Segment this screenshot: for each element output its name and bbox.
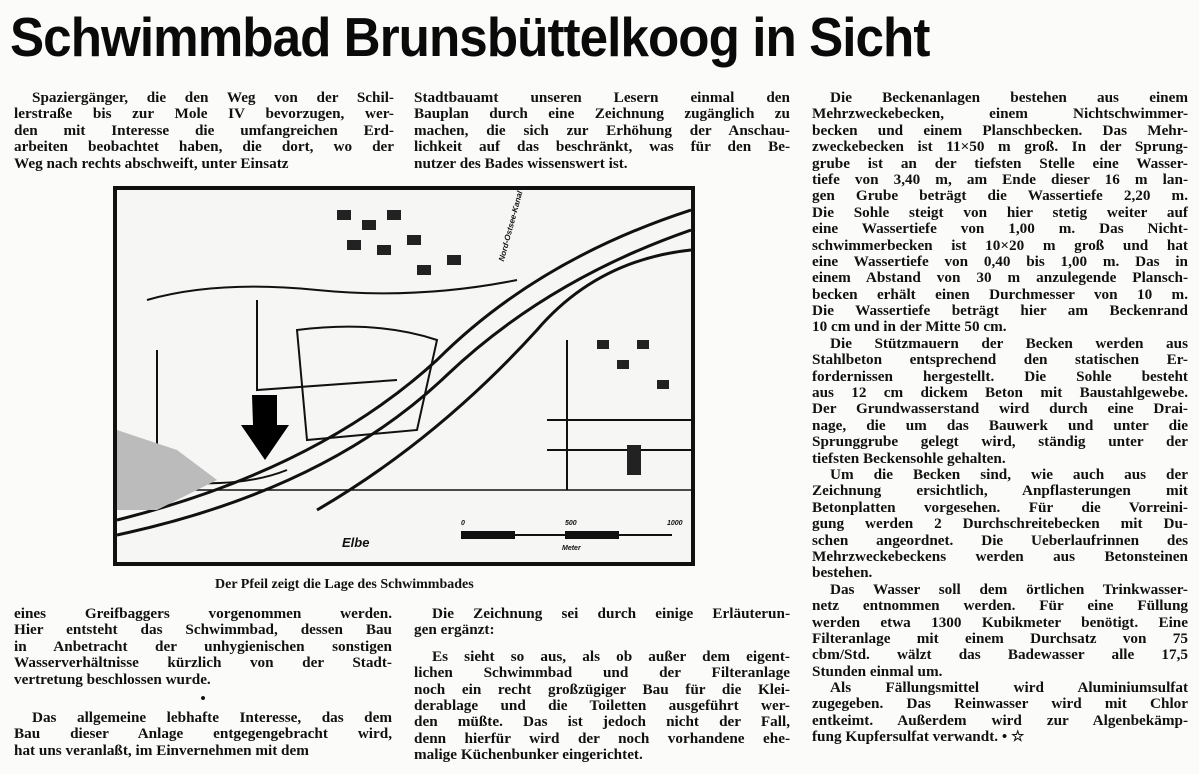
text-line: Die Beckenanlagen bestehen aus einem [830,89,1188,106]
text-line: Weg nach rechts abschweift, unter Einsatz [14,154,289,172]
column-3-para-4 [812,582,1188,680]
column-3-para-2 [812,336,1188,467]
text-line: denn hierfür wird der noch vorhandene ehe- [414,729,790,747]
text-line: Die Zeichnung sei durch einige Erläuterun- [432,605,790,622]
scale-label-500: 500 [565,520,577,527]
column-2-para-2 [414,649,790,764]
text-line: schen angeordnet. Die Ueberlaufrinnen des [812,531,1188,549]
column-3-para-1 [812,90,1188,336]
text-line: Stunden einmal um. [812,662,943,680]
text-line: noch ein recht großzügiger Bau für die Klei- [414,680,790,698]
headline: Schwimmbad Brunsbüttelkoog in Sicht [10,6,930,68]
text-line: zweckebecken ist 11×50 m groß. In der Sprung- [812,138,1188,156]
map-label-elbe: Elbe [342,535,370,550]
text-line: eine Wassertiefe von 1,00 m. Das Nicht- [812,220,1188,238]
column-3-para-3 [812,467,1188,582]
text-line: Der Grundwasserstand wird durch eine Drai- [812,400,1188,418]
text-line: tiefsten Beckensohle gehalten. [812,449,1006,467]
scale-unit: Meter [562,545,581,552]
text-line: Hier entsteht das Schwimmbad, dessen Bau [14,621,392,639]
text-line: Zeichnung ersichtlich, Anpflasterungen mit [812,482,1188,500]
text-line: lichkeit auf das beschränkt, was für den Be- [414,138,790,156]
text-line: Sprunggrube gelegt wird, ständig unter der [812,433,1188,451]
map-label-canal: Nord-Ostsee-Kanal [497,190,525,263]
text-line: 10 cm und in der Mitte 50 cm. [812,318,1007,336]
text-line: den müßte. Das ist jedoch nicht der Fall, [414,713,790,731]
text-line: entkeimt. Außerdem wird zur Algenbekämp- [812,711,1188,729]
column-3 [812,90,1188,746]
column-1-para-2 [14,710,392,759]
map-figure [113,186,695,566]
text-line: arbeiten beobachtet haben, die dort, wo der [14,138,394,156]
text-line: cbm/Std. wälzt das Badewasser alle 17,5 [812,646,1188,664]
text-line: nutzer des Bades wissenswert ist. [414,154,628,172]
text-line: gen Grube beträgt die Wassertiefe 2,20 m. [812,187,1188,205]
text-line: eines Greifbaggers vorgenommen werden. [14,605,392,622]
text-line: schwimmerbecken ist 10×20 m groß und hat [812,236,1188,254]
column-3-para-5 [812,680,1188,746]
text-line: vertretung beschlossen wurde. [14,670,211,688]
text-line: nage, die um das Bauwerk und unter die [812,416,1188,434]
text-line: derablage und die Toiletten ausgeführt wer- [414,696,790,714]
text-line: Die Wassertiefe beträgt hier am Beckenrand [812,302,1188,320]
text-line: gen ergänzt: [414,621,495,639]
text-line: fordernissen hergestellt. Die Sohle besteht [812,367,1188,385]
text-line: machen, die sich zur Erhöhung der Anschau- [414,121,790,139]
text-line: becken und einem Planschbecken. Das Mehr- [812,121,1188,139]
text-line: lerstraße bis zur Mole IV bevorzugen, wer- [14,105,394,123]
column-1-top [14,90,394,172]
text-line: malige Küchenbunker eingerichtet. [414,746,643,764]
text-line: tiefe von 3,40 m, am Ende dieser 16 m lan- [812,170,1188,188]
column-2-bottom [414,606,790,764]
text-line: fung Kupfersulfat verwandt. • ☆ [812,728,1025,746]
text-line: Wasserverhältnisse kürzlich von der Stadt- [14,654,392,672]
text-line: werden etwa 1300 Kubikmeter benötigt. Eine [812,613,1188,631]
text-line: eine Wassertiefe von 0,40 bis 1,00 m. Das in [812,252,1188,270]
text-line: in Anbetracht der unhygienischen sonstigen [14,637,392,655]
text-line: den mit Interesse die umfangreichen Erd- [14,121,394,139]
text-line: Stadtbauamt unseren Lesern einmal den [414,89,790,106]
text-line: Bau dieser Anlage entgegengebracht wird, [14,725,392,743]
text-line: Bauplan durch eine Zeichnung zugänglich zu [414,105,790,123]
text-line: becken erhält einen Durchmesser von 10 m. [812,285,1188,303]
scale-label-0: 0 [461,520,465,527]
scale-label-1000: 1000 [667,520,683,527]
text-line: Die Stützmauern der Becken werden aus [830,334,1188,352]
text-line: einem Abstand von 30 m anzulegende Plansch- [812,269,1188,287]
map-caption: Der Pfeil zeigt die Lage des Schwimmbades [215,577,474,592]
text-line: Stahlbeton entsprechend den statischen Er- [812,351,1188,369]
text-line: Das Wasser soll dem örtlichen Trinkwasser- [830,580,1188,598]
text-line: Um die Becken sind, wie auch aus der [830,465,1188,483]
text-line: Als Fällungsmittel wird Aluminiumsulfat [830,679,1188,697]
text-line: hat uns veranlaßt, im Einvernehmen mit dem [14,741,309,759]
column-2-top [414,90,790,172]
text-line: Mehrzweckebeckens werden aus Betonsteinen [812,547,1188,565]
text-line: Spaziergänger, die den Weg von der Schil- [32,89,394,106]
text-line: Es sieht so aus, als ob außer dem eigent- [432,647,790,665]
text-line: netz entnommen werden. Für eine Füllung [812,597,1188,615]
separator-dot: • [200,689,206,707]
column-2-para-1 [414,606,790,639]
text-line: Mehrzweckebecken, einem Nichtschwimmer- [812,105,1188,123]
text-line: Das allgemeine lebhafte Interesse, das dem [32,708,392,726]
text-line: grube ist an der tiefsten Stelle eine Wasser- [812,154,1188,172]
text-line: gung werden 2 Durchschreitebecken mit Du- [812,515,1188,533]
text-line: Die Sohle steigt von hier stetig weiter auf [812,203,1188,221]
map-drawing [117,190,691,562]
text-line: bestehen. [812,564,873,582]
text-line: Betonplatten vorgesehen. Für die Vorreini- [812,498,1188,516]
text-line: aus 12 cm dickem Beton mit Baustahlgewebe. [812,384,1188,402]
text-line: Filteranlage mit einem Durchsatz von 75 [812,629,1188,647]
column-1-para-1 [14,606,392,688]
column-1-bottom [14,606,392,759]
text-line: zugegeben. Das Reinwasser wird mit Chlor [812,695,1188,713]
text-line: lichen Schwimmbad und der Filteranlage [414,664,790,682]
